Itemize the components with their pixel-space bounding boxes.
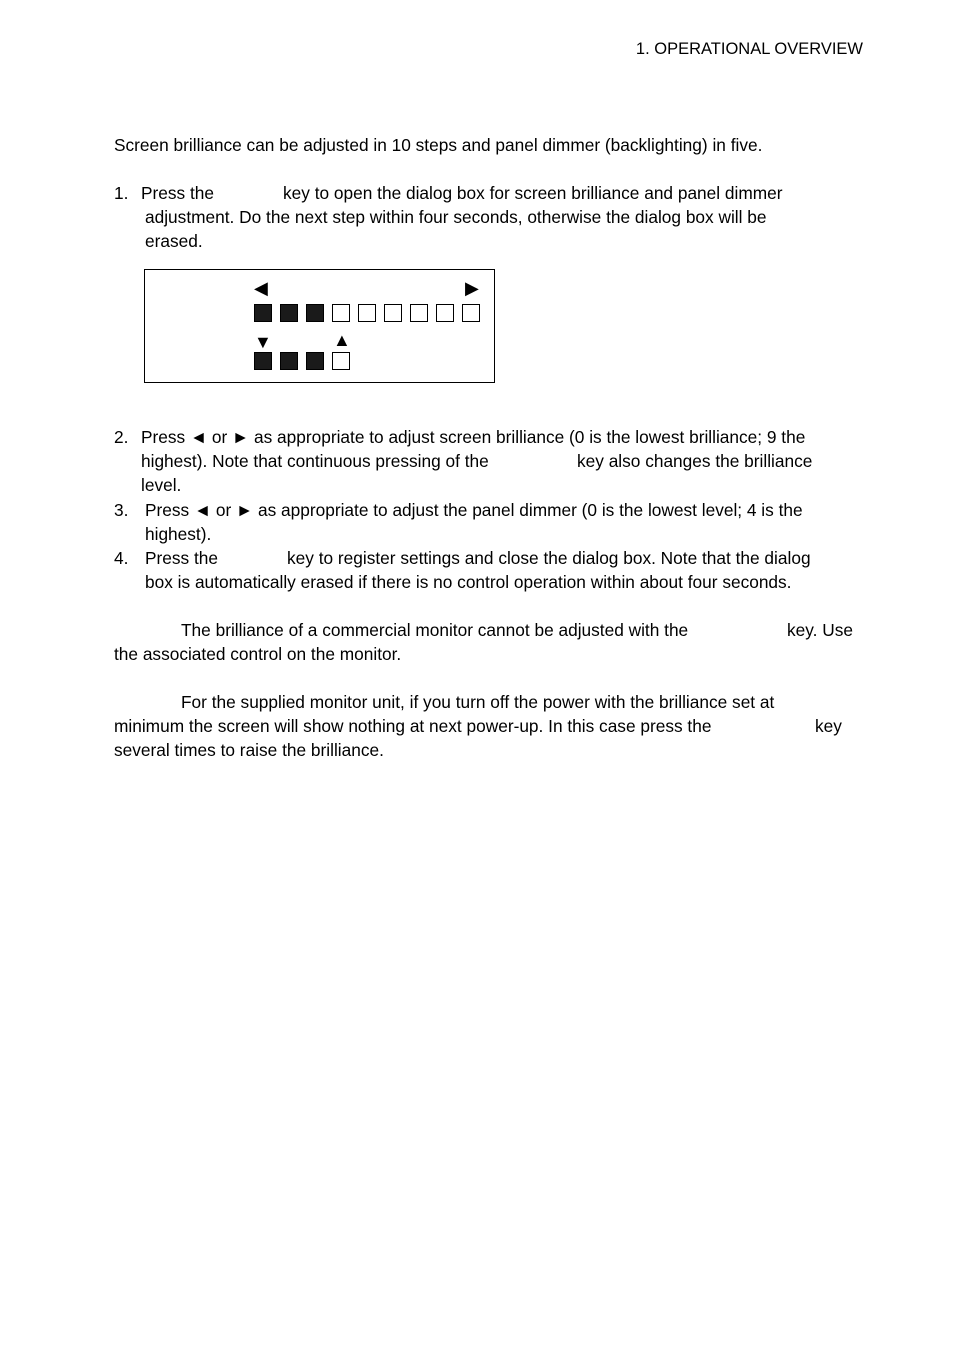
up-arrow-icon: ▲ [333,330,351,350]
step1-text: Press the [141,183,214,203]
level-square-filled [254,304,272,322]
note-text: the associated control on the monitor. [114,644,402,664]
note-text: For the supplied monitor unit, if you turn off the power with the brilliance set at [181,692,775,712]
step4-text: Press the [145,548,218,568]
page-header: 1. OPERATIONAL OVERVIEW [635,40,863,58]
step3-text: Press ◄ or ► as appropriate to adjust the panel dimmer (0 is the lowest level; 4 is the [145,500,803,520]
step2-text: highest). Note that continuous pressing of the [141,451,489,471]
step4-text: key to register settings and close the dialog box. Note that the dialog [287,548,811,568]
step2-text: Press ◄ or ► as appropriate to adjust screen brilliance (0 is the lowest brilliance; 9 the [141,427,806,447]
step-number: 2. [114,427,129,447]
level-square-filled [280,352,298,370]
right-arrow-icon: ▶ [465,278,479,298]
step1-text: adjustment. Do the next step within four seconds, otherwise the dialog box will be [145,207,767,227]
step-number: 3. [114,500,129,520]
step1-text: erased. [145,231,203,251]
note-text: key. Use [787,620,853,640]
level-square-empty [436,304,454,322]
level-square-filled [306,352,324,370]
step-number: 4. [114,548,129,568]
down-arrow-icon: ▼ [254,332,272,352]
step2-text: level. [141,475,182,495]
level-square-empty [332,352,350,370]
level-square-filled [254,352,272,370]
note-text: several times to raise the brilliance. [114,740,384,760]
level-square-empty [462,304,480,322]
level-square-empty [332,304,350,322]
step4-text: box is automatically erased if there is no control operation within about four seconds. [145,572,792,592]
brilliance-dimmer-dialog [144,269,495,383]
note-text: The brilliance of a commercial monitor cannot be adjusted with the [181,620,689,640]
level-square-empty [384,304,402,322]
step2-text: key also changes the brilliance [577,451,813,471]
note-text: minimum the screen will show nothing at next power-up. In this case press the [114,716,712,736]
level-square-empty [358,304,376,322]
level-square-filled [280,304,298,322]
intro-paragraph: Screen brilliance can be adjusted in 10 steps and panel dimmer (backlighting) in five. [114,135,763,155]
note-text: key [815,716,842,736]
step1-text: key to open the dialog box for screen brilliance and panel dimmer [283,183,783,203]
left-arrow-icon: ◀ [254,278,268,298]
level-square-empty [410,304,428,322]
step3-text: highest). [145,524,212,544]
step-number: 1. [114,183,129,203]
level-square-filled [306,304,324,322]
